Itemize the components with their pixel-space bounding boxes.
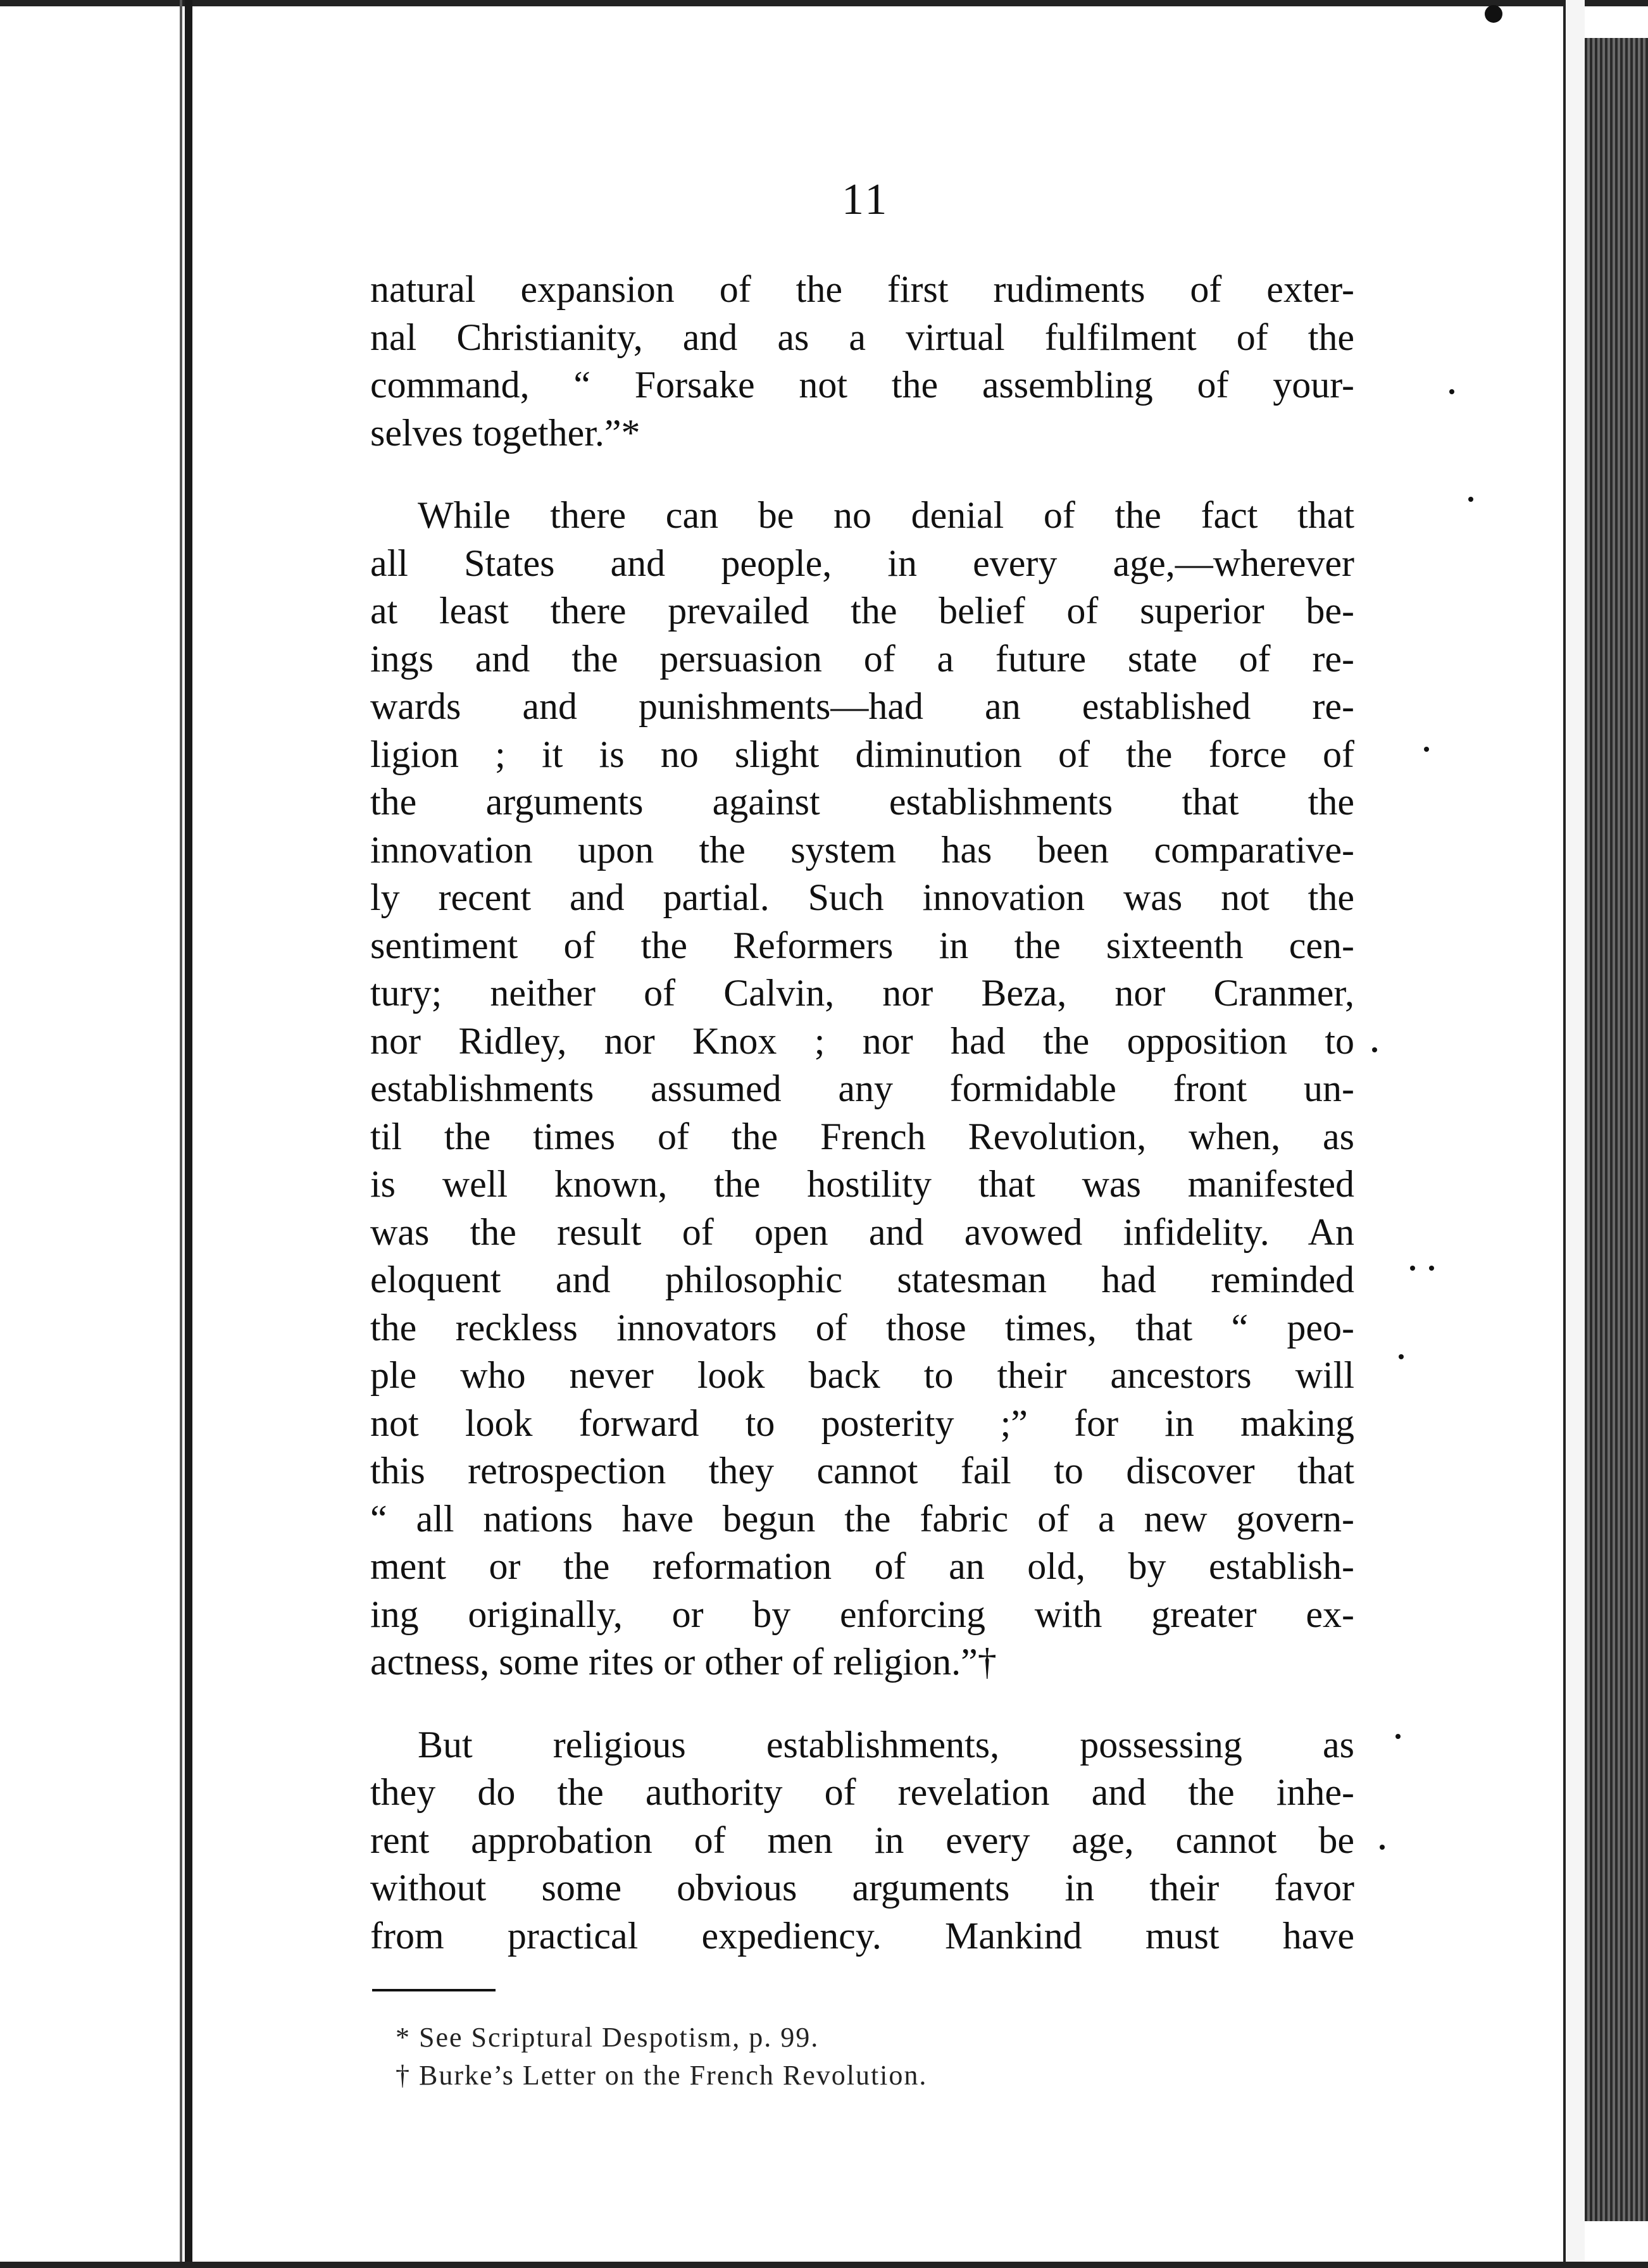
scan-top-border	[0, 0, 1648, 6]
text-line: actness, some rites or other of religion.”†	[370, 1641, 997, 1683]
text-line: tury; neither of Calvin, nor Beza, nor Cranmer,	[370, 972, 1354, 1014]
footnotes	[396, 2019, 927, 2095]
text-line: til the times of the French Revolution, when, as	[370, 1115, 1354, 1157]
text-line: they do the authority of revelation and the inhe-	[370, 1771, 1354, 1813]
binding-gutter	[185, 0, 192, 2268]
scan-speck	[1468, 497, 1473, 502]
binding-shadow	[180, 0, 182, 2268]
text-line: was the result of open and avowed infidelity. An	[370, 1211, 1354, 1253]
page-edge-margin	[1563, 0, 1585, 2268]
text-line: natural expansion of the first rudiments of exter-	[370, 268, 1354, 310]
text-line: rent approbation of men in every age, cannot be	[370, 1819, 1354, 1861]
scan-speck	[1424, 747, 1429, 752]
text-line: is well known, the hostility that was manifested	[370, 1163, 1354, 1205]
text-line: the reckless innovators of those times, that “ peo-	[370, 1306, 1354, 1349]
ink-blot	[1485, 5, 1502, 23]
text-line: nal Christianity, and as a virtual fulfilment of the	[370, 316, 1354, 358]
text-line: But religious establishments, possessing as	[418, 1723, 1354, 1766]
text-line: nor Ridley, nor Knox ; nor had the opposition to	[370, 1019, 1354, 1062]
scan-speck	[1395, 1734, 1401, 1739]
paragraph-gap	[370, 1686, 1354, 1721]
text-line: without some obvious arguments in their favor	[370, 1867, 1354, 1909]
text-line: ly recent and partial. Such innovation was not the	[370, 876, 1354, 918]
text-line: establishments assumed any formidable front un-	[370, 1068, 1354, 1109]
footnote: † Burke’s Letter on the French Revolution.	[396, 2060, 928, 2091]
scan-speck	[1380, 1845, 1385, 1850]
text-line: “ all nations have begun the fabric of a new govern-	[370, 1497, 1354, 1540]
paragraph-gap	[370, 457, 1354, 492]
book-page-edges	[1585, 38, 1648, 2221]
text-line: selves together.”*	[370, 411, 640, 454]
text-line: ing originally, or by enforcing with greater ex-	[370, 1593, 1354, 1635]
text-line: wards and punishments—had an established re-	[370, 685, 1354, 727]
scan-speck	[1372, 1047, 1377, 1052]
page-number: 11	[842, 175, 890, 224]
scan-speck	[1399, 1354, 1404, 1359]
text-line: all States and people, in every age,—wherever	[370, 542, 1354, 584]
text-line: ment or the reformation of an old, by establish-	[370, 1545, 1354, 1587]
text-line: While there can be no denial of the fact that	[418, 494, 1354, 536]
scan-bottom-border	[0, 2262, 1648, 2268]
text-line: not look forward to posterity ;” for in making	[370, 1402, 1354, 1444]
text-line: the arguments against establishments that the	[370, 781, 1354, 823]
text-line: this retrospection they cannot fail to discover that	[370, 1450, 1354, 1492]
text-line: command, “ Forsake not the assembling of your-	[370, 364, 1354, 406]
scan-speck	[1410, 1266, 1415, 1271]
scan-speck	[1449, 389, 1454, 394]
text-line: ple who never look back to their ancestors will	[370, 1354, 1354, 1396]
footnote-rule	[372, 1989, 496, 1991]
text-line: ings and the persuasion of a future state of re-	[370, 637, 1354, 680]
footnote: * See Scriptural Despotism, p. 99.	[396, 2022, 820, 2053]
text-line: at least there prevailed the belief of superior be-	[370, 590, 1354, 632]
text-line: innovation upon the system has been comparative-	[370, 828, 1354, 871]
body-text	[370, 266, 1354, 1960]
text-line: from practical expediency. Mankind must have	[370, 1914, 1354, 1957]
text-line: eloquent and philosophic statesman had reminded	[370, 1259, 1354, 1300]
text-line: sentiment of the Reformers in the sixteenth cen-	[370, 924, 1354, 966]
text-line: ligion ; it is no slight diminution of the force of	[370, 733, 1354, 775]
scan-speck	[1429, 1266, 1434, 1271]
